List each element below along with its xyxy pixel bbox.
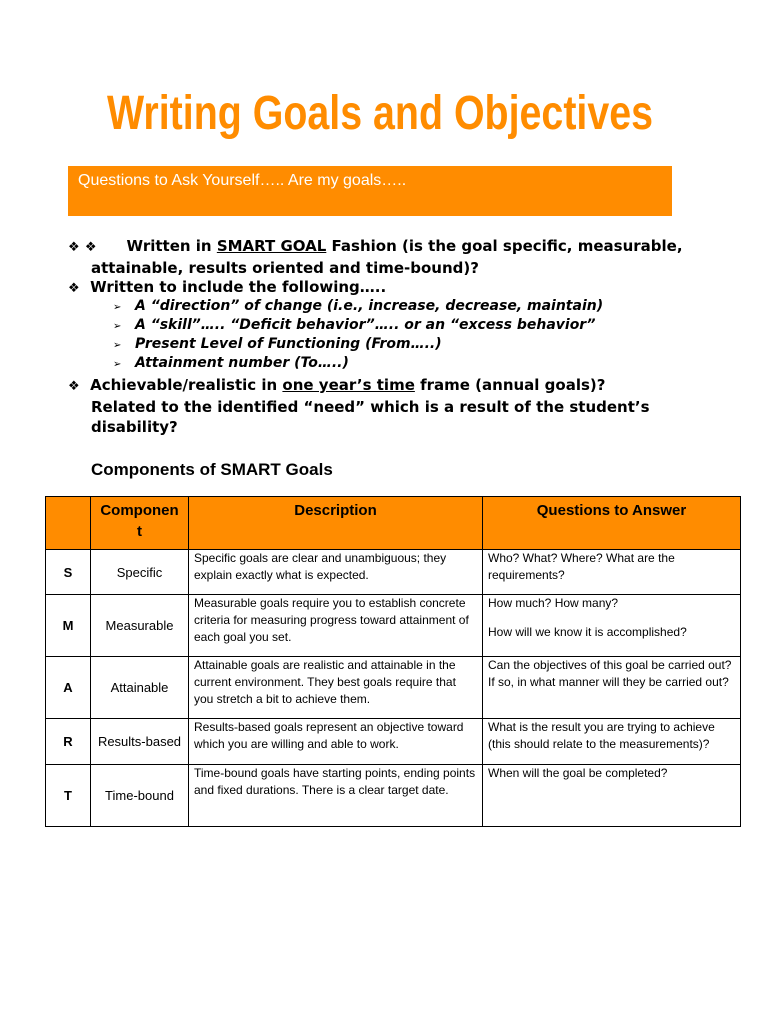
row-description: Specific goals are clear and unambiguous; they explain exactly what is expected.	[189, 550, 483, 595]
row-questions: When will the goal be completed?	[483, 765, 741, 827]
row-description: Measurable goals require you to establish concrete criteria for measuring progress toward attainment of each goal you set.	[189, 595, 483, 657]
table-row	[46, 550, 741, 595]
table-row	[46, 595, 741, 657]
row-component: Specific	[91, 550, 189, 595]
bullet-achievable: ❖ Achievable/realistic in one year’s time frame (annual goals)? Related to the identified “need” which is a result of the student’s disability?	[68, 376, 650, 436]
row-description: Attainable goals are realistic and attainable in the current environment. They best goals require that you stretch a bit to achieve them.	[189, 657, 483, 719]
bullet-smart-goal: ❖ ❖ Written in SMART GOAL Fashion (is the goal specific, measurable, attainable, results oriented and time-bound)?	[68, 237, 683, 277]
table-row	[46, 765, 741, 827]
diamond-bullet-icon: ❖	[68, 379, 80, 394]
sub-item-attainment: ➢ Attainment number (To…..)	[113, 354, 349, 374]
row-letter: R	[46, 719, 91, 765]
table-header-description: Description	[189, 497, 483, 550]
table-row	[46, 719, 741, 765]
sub-item-present-level: ➢ Present Level of Functioning (From…..)	[113, 335, 442, 355]
arrowhead-bullet-icon: ➢	[113, 302, 122, 313]
sub-item-skill: ➢ A “skill”….. “Deficit behavior”….. or an “excess behavior”	[113, 316, 596, 336]
row-description: Results-based goals represent an objective toward which you are willing and able to work.	[189, 719, 483, 765]
questions-banner: Questions to Ask Yourself….. Are my goals…..	[68, 166, 672, 216]
row-component: Attainable	[91, 657, 189, 719]
arrowhead-bullet-icon: ➢	[113, 340, 122, 351]
components-title: Components of SMART Goals	[91, 460, 333, 479]
arrowhead-bullet-icon: ➢	[113, 359, 122, 370]
row-questions: Can the objectives of this goal be carried out? If so, in what manner will they be carried out?	[483, 657, 741, 719]
row-letter: T	[46, 765, 91, 827]
page-title: Writing Goals and Objectives	[106, 87, 654, 140]
arrowhead-bullet-icon: ➢	[113, 321, 122, 332]
row-component: Measurable	[91, 595, 189, 657]
row-component: Time-bound	[91, 765, 189, 827]
row-questions: Who? What? Where? What are the requirements?	[483, 550, 741, 595]
table-header-questions: Questions to Answer	[483, 497, 741, 550]
table-header-letter	[46, 497, 91, 550]
row-questions: What is the result you are trying to achieve (this should relate to the measurements)?	[483, 719, 741, 765]
bullet-include-following: ❖ Written to include the following…..	[68, 278, 387, 296]
table-row	[46, 657, 741, 719]
table-header-component: Componen t	[91, 497, 189, 550]
diamond-bullet-icon: ❖	[84, 240, 97, 255]
sub-item-direction: ➢ A “direction” of change (i.e., increase, decrease, maintain)	[113, 297, 603, 317]
diamond-bullet-icon: ❖	[68, 240, 80, 255]
diamond-bullet-icon: ❖	[68, 281, 80, 296]
row-questions: How much? How many? How will we know it is accomplished?	[483, 595, 741, 657]
row-description: Time-bound goals have starting points, ending points and fixed durations. There is a clear target date.	[189, 765, 483, 827]
row-letter: S	[46, 550, 91, 595]
row-letter: A	[46, 657, 91, 719]
smart-goals-table	[45, 496, 741, 827]
row-component: Results-based	[91, 719, 189, 765]
table-header-row	[46, 497, 741, 550]
row-letter: M	[46, 595, 91, 657]
